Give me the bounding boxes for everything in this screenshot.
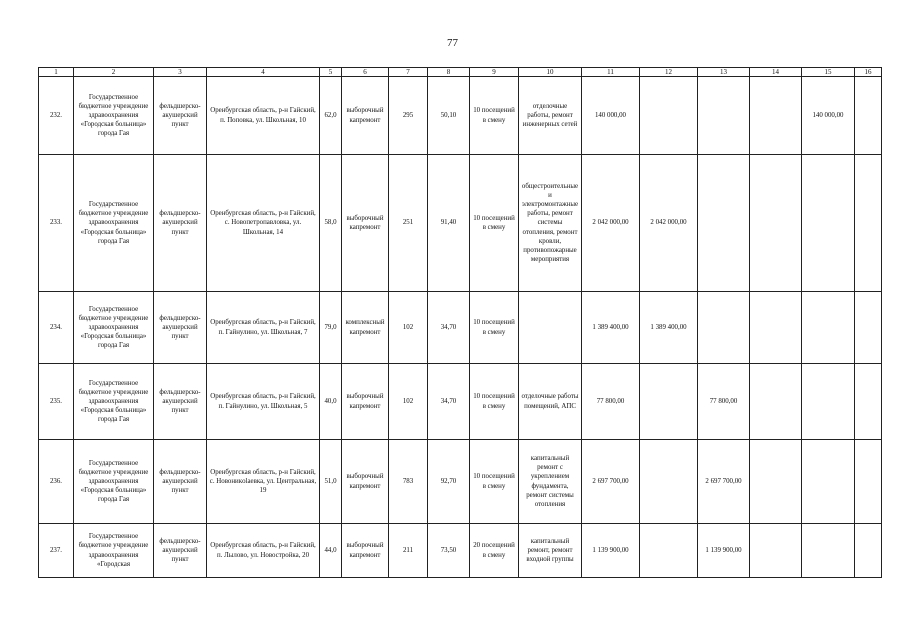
column-number: 6	[342, 68, 389, 77]
institution-cell: Государственное бюджетное учреждение здравоохранения «Городская	[74, 524, 154, 578]
column-number: 16	[855, 68, 882, 77]
col8-cell: 91,40	[428, 155, 470, 292]
institution-cell: Государственное бюджетное учреждение здравоохранения «Городская больница» города Гая	[74, 155, 154, 292]
repair-type-cell: выборочный капремонт	[342, 77, 389, 155]
page-number: 77	[447, 37, 458, 49]
area-cell: 62,0	[320, 77, 342, 155]
institution-cell: Государственное бюджетное учреждение здравоохранения «Городская больница» города Гая	[74, 440, 154, 524]
object-type-cell: фельдшерско-акушерский пункт	[154, 292, 207, 364]
col15-cell: 140 000,00	[802, 77, 855, 155]
capacity-cell: 20 посещений в смену	[470, 524, 519, 578]
col7-cell: 251	[389, 155, 428, 292]
col15-cell	[802, 364, 855, 440]
col12-cell	[640, 77, 698, 155]
column-number-row	[39, 68, 882, 77]
area-cell: 79,0	[320, 292, 342, 364]
area-cell: 51,0	[320, 440, 342, 524]
table-row	[39, 524, 882, 578]
object-type-cell: фельдшерско-акушерский пункт	[154, 524, 207, 578]
col15-cell	[802, 155, 855, 292]
col16-cell	[855, 440, 882, 524]
col14-cell	[750, 440, 802, 524]
column-number: 10	[519, 68, 582, 77]
total-cost-cell: 2 042 000,00	[582, 155, 640, 292]
col16-cell	[855, 155, 882, 292]
col7-cell: 211	[389, 524, 428, 578]
col8-cell: 34,70	[428, 292, 470, 364]
col8-cell: 34,70	[428, 364, 470, 440]
col13-cell: 1 139 900,00	[698, 524, 750, 578]
object-type-cell: фельдшерско-акушерский пункт	[154, 77, 207, 155]
col15-cell	[802, 524, 855, 578]
col12-cell: 1 389 400,00	[640, 292, 698, 364]
total-cost-cell: 77 800,00	[582, 364, 640, 440]
institution-cell: Государственное бюджетное учреждение здравоохранения «Городская больница» города Гая	[74, 77, 154, 155]
table-row	[39, 364, 882, 440]
works-cell: отделочные работы помещений, АПС	[519, 364, 582, 440]
row-number: 237.	[39, 524, 74, 578]
institution-cell: Государственное бюджетное учреждение здравоохранения «Городская больница» города Гая	[74, 364, 154, 440]
col13-cell: 77 800,00	[698, 364, 750, 440]
col12-cell: 2 042 000,00	[640, 155, 698, 292]
column-number: 3	[154, 68, 207, 77]
total-cost-cell: 2 697 700,00	[582, 440, 640, 524]
area-cell: 44,0	[320, 524, 342, 578]
address-cell: Оренбургская область, р-н Гайский, п. Лылово, ул. Новостройка, 20	[207, 524, 320, 578]
address-cell: Оренбургская область, р-н Гайский, с. Новоникolaевка, ул. Центральная, 19	[207, 440, 320, 524]
address-cell: Оренбургская область, р-н Гайский, с. Новопетропавловка, ул. Школьная, 14	[207, 155, 320, 292]
works-cell: общестроительные и электромонтажные работы, ремонт системы отопления, ремонт кровли, противопожарные мероприятия	[519, 155, 582, 292]
capacity-cell: 10 посещений в смену	[470, 440, 519, 524]
total-cost-cell: 1 139 900,00	[582, 524, 640, 578]
col7-cell: 102	[389, 364, 428, 440]
col14-cell	[750, 364, 802, 440]
col13-cell: 2 697 700,00	[698, 440, 750, 524]
object-type-cell: фельдшерско-акушерский пункт	[154, 364, 207, 440]
capacity-cell: 10 посещений в смену	[470, 155, 519, 292]
column-number: 14	[750, 68, 802, 77]
column-number: 1	[39, 68, 74, 77]
institution-cell: Государственное бюджетное учреждение здравоохранения «Городская больница» города Гая	[74, 292, 154, 364]
object-type-cell: фельдшерско-акушерский пункт	[154, 440, 207, 524]
object-type-cell: фельдшерско-акушерский пункт	[154, 155, 207, 292]
area-cell: 58,0	[320, 155, 342, 292]
works-cell: отделочные работы, ремонт инженерных сетей	[519, 77, 582, 155]
table-row	[39, 155, 882, 292]
col14-cell	[750, 292, 802, 364]
col15-cell	[802, 292, 855, 364]
row-number: 232.	[39, 77, 74, 155]
capacity-cell: 10 посещений в смену	[470, 364, 519, 440]
col16-cell	[855, 524, 882, 578]
row-number: 236.	[39, 440, 74, 524]
total-cost-cell: 140 000,00	[582, 77, 640, 155]
capital-repair-table	[38, 67, 882, 578]
area-cell: 40,0	[320, 364, 342, 440]
col7-cell: 295	[389, 77, 428, 155]
repair-type-cell: выборочный капремонт	[342, 364, 389, 440]
works-cell	[519, 292, 582, 364]
row-number: 235.	[39, 364, 74, 440]
row-number: 234.	[39, 292, 74, 364]
capacity-cell: 10 посещений в смену	[470, 292, 519, 364]
col12-cell	[640, 524, 698, 578]
col14-cell	[750, 524, 802, 578]
col13-cell	[698, 155, 750, 292]
col16-cell	[855, 292, 882, 364]
repair-type-cell: выборочный капремонт	[342, 155, 389, 292]
table-row	[39, 292, 882, 364]
row-number: 233.	[39, 155, 74, 292]
address-cell: Оренбургская область, р-н Гайский, п. Гайнулино, ул. Школьная, 7	[207, 292, 320, 364]
works-cell: капитальный ремонт с укреплением фундамента, ремонт системы отопления	[519, 440, 582, 524]
col8-cell: 50,10	[428, 77, 470, 155]
total-cost-cell: 1 389 400,00	[582, 292, 640, 364]
col16-cell	[855, 364, 882, 440]
col8-cell: 73,50	[428, 524, 470, 578]
column-number: 5	[320, 68, 342, 77]
column-number: 7	[389, 68, 428, 77]
col12-cell	[640, 440, 698, 524]
col7-cell: 102	[389, 292, 428, 364]
table-row	[39, 440, 882, 524]
col12-cell	[640, 364, 698, 440]
col8-cell: 92,70	[428, 440, 470, 524]
col13-cell	[698, 77, 750, 155]
address-cell: Оренбургская область, р-н Гайский, п. Поповка, ул. Школьная, 10	[207, 77, 320, 155]
repair-type-cell: выборочный капремонт	[342, 440, 389, 524]
address-cell: Оренбургская область, р-н Гайский, п. Гайнулино, ул. Школьная, 5	[207, 364, 320, 440]
column-number: 4	[207, 68, 320, 77]
col14-cell	[750, 77, 802, 155]
col13-cell	[698, 292, 750, 364]
repair-type-cell: выборочный капремонт	[342, 524, 389, 578]
column-number: 9	[470, 68, 519, 77]
column-number: 2	[74, 68, 154, 77]
column-number: 12	[640, 68, 698, 77]
repair-type-cell: комплексный капремонт	[342, 292, 389, 364]
col14-cell	[750, 155, 802, 292]
capacity-cell: 10 посещений в смену	[470, 77, 519, 155]
col15-cell	[802, 440, 855, 524]
col16-cell	[855, 77, 882, 155]
column-number: 13	[698, 68, 750, 77]
table-row	[39, 77, 882, 155]
column-number: 8	[428, 68, 470, 77]
works-cell: капитальный ремонт, ремонт входной группы	[519, 524, 582, 578]
col7-cell: 783	[389, 440, 428, 524]
column-number: 15	[802, 68, 855, 77]
column-number: 11	[582, 68, 640, 77]
